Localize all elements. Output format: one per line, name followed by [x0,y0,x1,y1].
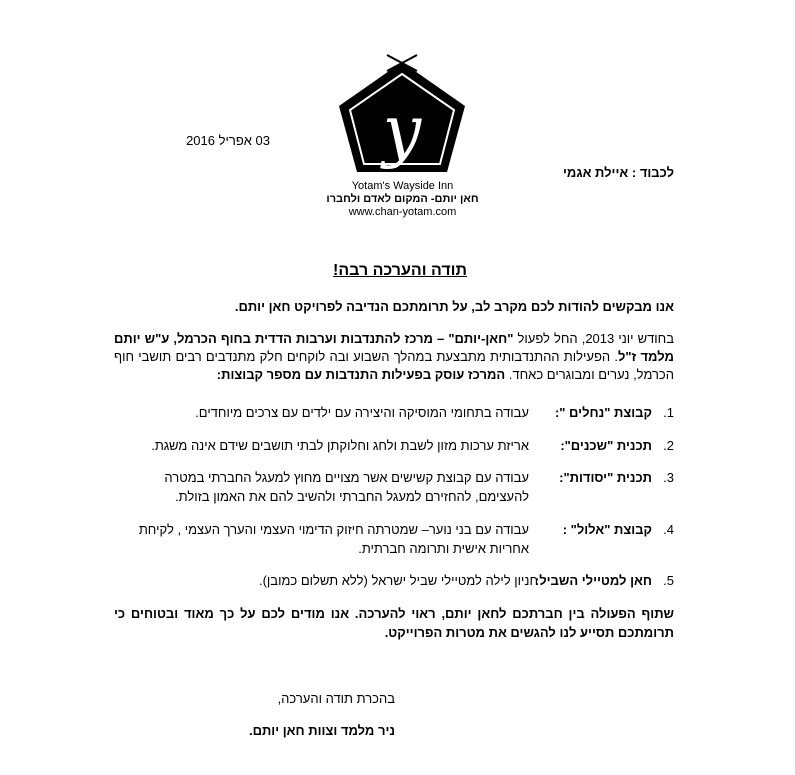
group-description: עבודה עם קבוצת קשישים אשר מצויים מחוץ למעגל החברתי במטרה להעצימם, להחזירם למעגל החברתי ולהשיב להם את האמון בזולת. [164,470,529,504]
group-description: עבודה בתחומי המוסיקה והיצירה עם ילדים עם צרכים מיוחדים. [195,405,529,420]
closing-paragraph: שתוף הפעולה בין חברתכם לחאן יותם, ראוי להערכה. אנו מודים לכם על כך מאוד ובטוחים כי תרומתכם תסייע לנו להגשים את מטרות הפרוייקט. [114,606,674,640]
signature: ניר מלמד וצוות חאן יותם. [248,723,395,738]
regards-line: בהכרת תודה והערכה, [277,691,395,706]
about-text-2: "חאן-יותם" – מרכז להתנדבות וערבות הדדית בחוף הכרמל, ע"ש יותם מלמד ז"ל [114,331,674,364]
logo-website: www.chan-yotam.com [348,206,457,218]
recipient: לכבוד : איילת אגמי [562,165,674,180]
group-label: תכנית "שכנים": [560,438,652,453]
group-number: 1. [663,405,674,420]
about-text-1: בחודש יוני 2013, החל לפעול [513,331,674,346]
group-number: 3. [663,470,674,485]
group-number: 5. [663,573,674,588]
about-text-3: . הפעילות ההתנדבותית מתבצעת במהלך השבוע ובה לוקחים חלק מתנדבים רבים תושבי חוף הכרמל, נערים ומבוגרים כאחד. [114,349,674,382]
group-number: 4. [663,522,674,537]
logo-caption [300,180,505,219]
about-text-4: המרכז עוסק בפעילות התנדבות עם מספר קבוצות: [216,367,506,382]
logo-letter: y [382,92,422,171]
logo-name-he: חאן יותם- המקום לאדם ולחברו [326,193,479,205]
group-label: חאן למטיילי השביל: [534,573,652,588]
house-logo-icon [337,54,467,179]
logo-name-en: Yotam's Wayside Inn [351,180,454,192]
group-description: עבודה עם בני נוער– שמטרתה חיזוק הדימוי העצמי והערך העצמי , לקיחת אחריות אישית ותרומה חברתית. [138,522,529,556]
about-paragraph [114,330,674,384]
intro-paragraph: אנו מבקשים להודות לכם מקרב לב, על תרומתכם הנדיבה לפרויקט חאן יותם. [234,299,674,314]
group-label: תכנית "יסודות": [559,470,652,485]
letter-title: תודה והערכה רבה! [333,262,467,279]
logo-emblem [337,54,467,179]
group-number: 2. [663,438,674,453]
group-description: אריזת ערכות מזון לשבת ולחג וחלוקתן לבתי תושבים שידם אינה משגת. [151,438,529,453]
group-description: חניון לילה למטיילי שביל ישראל (ללא תשלום כמובן). [258,573,538,588]
group-label: קבוצת "אלול" : [562,522,652,537]
letter-date: 03 אפריל 2016 [186,133,270,148]
group-label: קבוצת "נחלים ": [554,405,652,420]
